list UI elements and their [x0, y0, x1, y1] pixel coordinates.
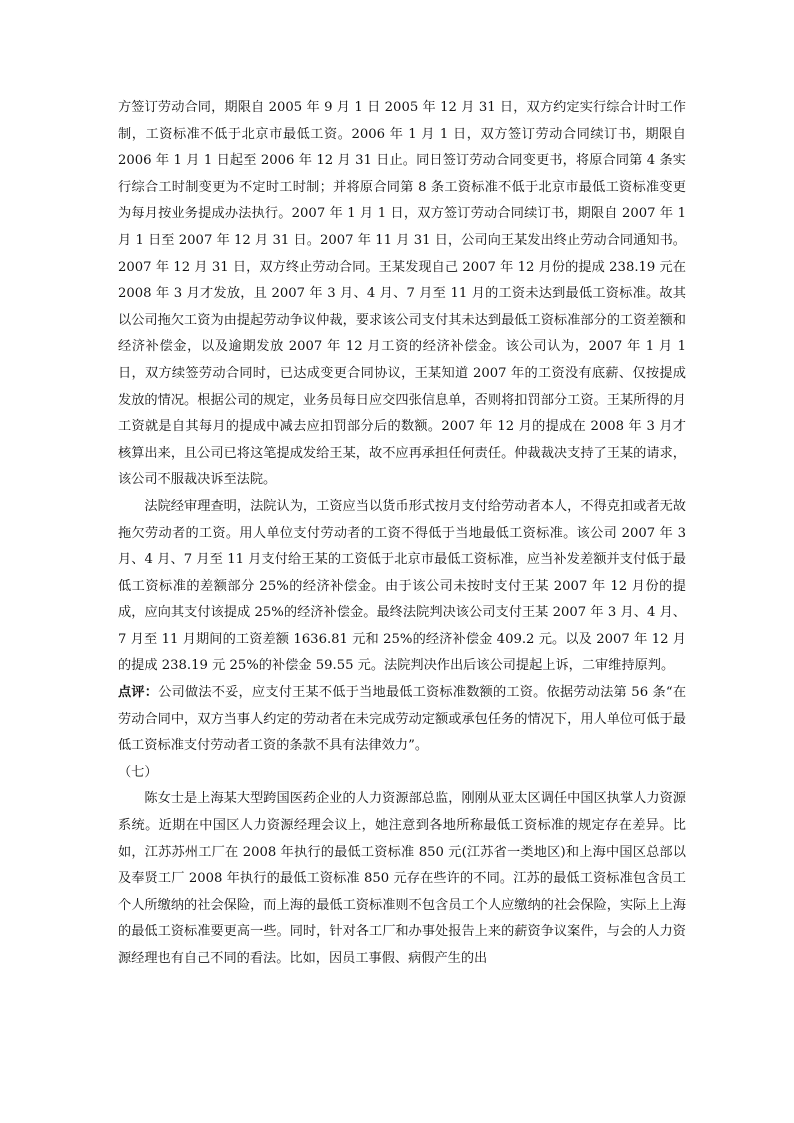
court-ruling-paragraph: 法院经审理查明，法院认为，工资应当以货币形式按月支付给劳动者本人，不得克扣或者无故拖欠劳动者的工资。用人单位支付劳动者的工资不得低于当地最低工资标准。该公司 2007 年 3 月、4 月、7 月至 11 月支付给王某的工资低于北京市最低工资标准，应当补发差额并支付低于最低工资标准的差额部分 25%的经济补偿金。由于该公司未按时支付王某 2007 年 12 月份的提成，应向其支付该提成 25%的经济补偿金。最终法院判决该公司支付王某 2007 年 3 月、4 月、7 月至 11 月期间的工资差额 1636.81 元和 25%的经济补偿金 409.2 元。以及 2007 年 12 月的提成 238.19 元 25%的补偿金 59.55 元。法院判决作出后该公司提起上诉，二审维持原判。 — [118, 498, 686, 674]
case-facts-paragraph: 方签订劳动合同，期限自 2005 年 9 月 1 日 2005 年 12 月 31 日，双方约定实行综合计时工作制，工资标准不低于北京市最低工资。2006 年 1 月 1 日，双方签订劳动合同续订书，期限自 2006 年 1 月 1 日起至 2006 年 12 月 31 日止。同日签订劳动合同变更书，将原合同第 4 条实行综合工时制变更为不定时工时制；并将原合同第 8 条工资标准不低于北京市最低工资标准变更为每月按业务提成办法执行。2007 年 1 月 1 日，双方签订劳动合同续订书，期限自 2007 年 1 月 1 日至 2007 年 12 月 31 日。2007 年 11 月 31 日，公司向王某发出终止劳动合同通知书。2007 年 12 月 31 日，双方终止劳动合同。王某发现自己 2007 年 12 月份的提成 238.19 元在 2008 年 3 月才发放，且 2007 年 3 月、4 月、7 月至 11 月的工资未达到最低工资标准。故其以公司拖欠工资为由提起劳动争议仲裁，要求该公司支付其未达到最低工资标准部分的工资差额和经济补偿金，以及逾期发放 2007 年 12 月工资的经济补偿金。该公司认为，2007 年 1 月 1 日，双方续签劳动合同时，已达成变更合同协议，王某知道 2007 年的工资没有底薪、仅按提成发放的情况。根据公司的规定，业务员每日应交四张信息单，否则将扣罚部分工资。王某所得的月工资就是自其每月的提成中减去应扣罚部分后的数额。2007 年 12 月的提成在 2008 年 3 月才核算出来，且公司已将这笔提成发给王某，故不应再承担任何责任。仲裁裁决支持了王某的请求，该公司不服裁决诉至法院。 — [118, 100, 686, 488]
case-seven-paragraph: 陈女士是上海某大型跨国医药企业的人力资源部总监，刚刚从亚太区调任中国区执掌人力资源系统。近期在中国区人力资源经理会议上，她注意到各地所称最低工资标准的规定存在差异。比如，江苏苏州工厂在 2008 年执行的最低工资标准 850 元(江苏省一类地区)和上海中国区总部以及奉贤工厂 2008 年执行的最低工资标准 850 元存在些许的不同。江苏的最低工资标准包含员工个人所缴纳的社会保险，而上海的最低工资标准则不包含员工个人应缴纳的社会保险，实际上上海的最低工资标准要更高一些。同时，针对各工厂和办事处报告上来的薪资争议案件，与会的人力资源经理也有自己不同的看法。比如，因员工事假、病假产生的出 — [118, 791, 686, 966]
section-heading: （七） — [118, 764, 158, 780]
comment-text: 公司做法不妥，应支付王某不低于当地最低工资标准数额的工资。依据劳动法第 56 条“在劳动合同中，双方当事人约定的劳动者在未完成劳动定额或承包任务的情况下，用人单位可低于最低工资标准支付劳动者工资的条款不具有法律效力”。 — [118, 685, 687, 754]
comment-label: 点评： — [118, 685, 159, 701]
document-body — [118, 95, 686, 973]
comment-paragraph — [118, 680, 686, 760]
